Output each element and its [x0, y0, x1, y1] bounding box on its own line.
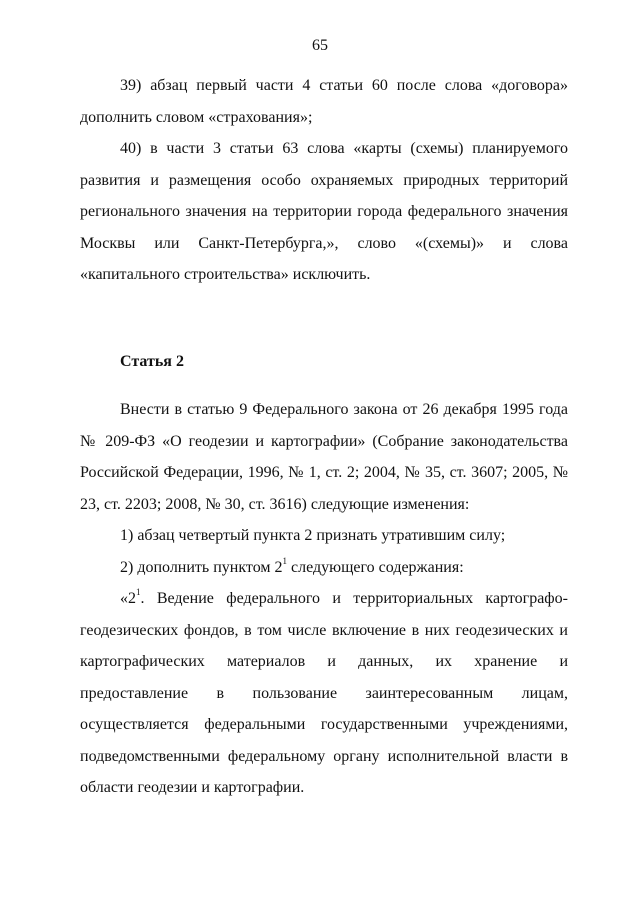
page-number: 65	[312, 37, 328, 54]
paragraph-item-2	[80, 552, 568, 584]
article-heading: Статья 2	[120, 352, 184, 370]
paragraph-39: 39) абзац первый части 4 статьи 60 после слова «договора» дополнить словом «страхования»;	[80, 77, 568, 126]
quote-text-after: . Ведение федерального и территориальных картографо-геодезических фондов, в том числе включение в них геодезических и картографических материалов и данных, их хранение и предоставление в пользование заинтересованным лицам, осуществляется федеральными государственными учреждениями, подведомственными федеральному органу исполнительной власти в области геодезии и картографии.	[80, 590, 568, 796]
item-2-superscript: 1	[282, 555, 288, 566]
quote-superscript: 1	[136, 587, 141, 597]
paragraph-article-intro: Внести в статью 9 Федерального закона от 26 декабря 1995 года № 209-ФЗ «О геодезии и картографии» (Собрание законодательства Российской Федерации, 1996, № 1, ст. 2; 2004, № 35, ст. 3607; 2005, № 23, ст. 2203; 2008, № 30, ст. 3616) следующие изменения:	[80, 401, 568, 513]
paragraph-item-1: 1) абзац четвертый пункта 2 признать утратившим силу;	[120, 527, 506, 544]
quote-text-before: «2	[120, 590, 136, 607]
item-2-text-after: следующего содержания:	[287, 558, 464, 576]
document-body	[80, 70, 568, 804]
item-2-text-before: 2) дополнить пунктом 2	[120, 558, 283, 576]
paragraph-quote	[80, 583, 568, 804]
paragraph-40: 40) в части 3 статьи 63 слова «карты (схемы) планируемого развития и размещения особо охраняемых природных территорий регионального значения на территории города федерального значения Москвы или Санкт-Петербурга,», слово «(схемы)» и слова «капитального строительства» исключить.	[80, 140, 568, 283]
